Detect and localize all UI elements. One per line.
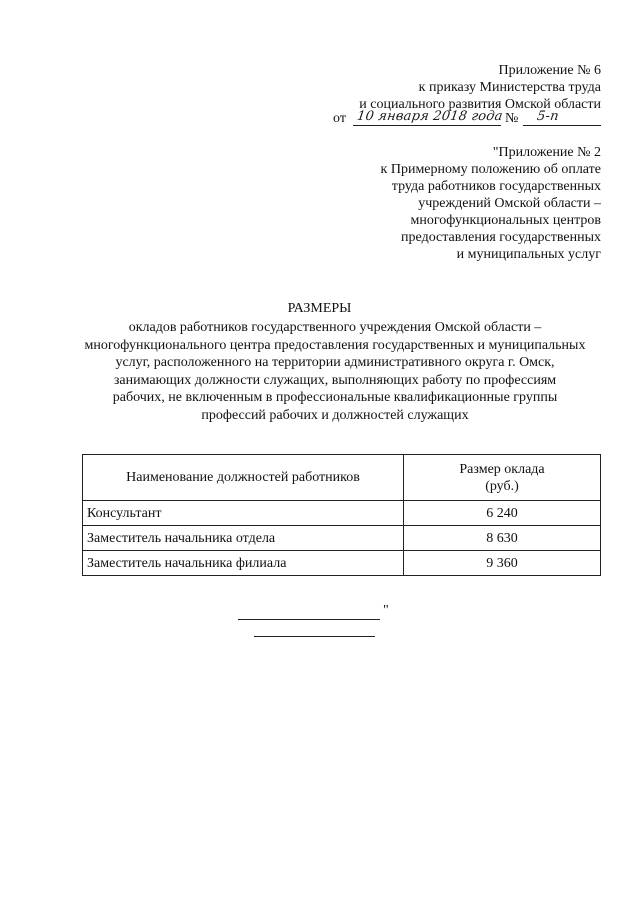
- position-name: Консультант: [83, 501, 404, 526]
- subtitle-line: окладов работников государственного учреждения Омской области –: [128, 320, 542, 335]
- column-header-salary-line: Размер оклада: [459, 461, 545, 477]
- table-row: [83, 551, 601, 576]
- table-row: [83, 501, 601, 526]
- column-header-position: Наименование должностей работников: [83, 455, 404, 501]
- subtitle-line: услуг, расположенного на территории административного округа г. Омск,: [115, 355, 555, 371]
- annex-line: многофункциональных центров: [410, 213, 601, 228]
- handwritten-date: 10 января 2018 года: [355, 109, 504, 124]
- salary-table: [82, 454, 601, 576]
- header-line: к приказу Министерства труда: [418, 80, 601, 95]
- annex-line: к Примерному положению об оплате: [380, 162, 601, 177]
- subtitle-line: занимающих должности служащих, выполняющих работу по профессиям: [113, 372, 557, 388]
- number-underline: [523, 125, 601, 126]
- subtitle-line: многофункционального центра предоставления государственных и муниципальных: [84, 337, 586, 353]
- column-header-salary-unit: (руб.): [485, 478, 519, 494]
- date-prefix: от: [333, 111, 346, 126]
- subtitle-line: профессий рабочих и должностей служащих: [201, 407, 469, 423]
- position-name: Заместитель начальника филиала: [83, 551, 404, 576]
- closing-divider-line: [254, 636, 375, 637]
- number-prefix: №: [505, 111, 519, 126]
- annex-line: и муниципальных услуг: [456, 247, 601, 262]
- annex-line: учреждений Омской области –: [418, 196, 601, 211]
- salary-value: 6 240: [404, 501, 601, 526]
- header-line: Приложение № 6: [498, 63, 601, 78]
- salary-value: 9 360: [404, 551, 601, 576]
- annex-line: труда работников государственных: [391, 179, 601, 194]
- table-header-row: [83, 455, 601, 501]
- closing-quote: ": [383, 603, 389, 618]
- annex-header: [381, 144, 601, 263]
- header-line: и социального развития Омской области: [359, 97, 601, 112]
- annex-line: "Приложение № 2: [492, 145, 601, 160]
- table-row: [83, 526, 601, 551]
- document-title: РАЗМЕРЫ: [287, 301, 352, 316]
- order-date-number: [333, 109, 601, 127]
- annex-line: предоставления государственных: [401, 230, 601, 245]
- order-header: [359, 62, 601, 113]
- salary-value: 8 630: [404, 526, 601, 551]
- date-underline: [353, 125, 501, 126]
- document-subtitle: [70, 319, 600, 425]
- handwritten-number: 5-п: [535, 109, 560, 124]
- closing-divider-line: [238, 619, 380, 620]
- column-header-salary: [404, 455, 601, 501]
- subtitle-line: рабочих, не включенным в профессиональные квалификационные группы: [112, 390, 558, 406]
- position-name: Заместитель начальника отдела: [83, 526, 404, 551]
